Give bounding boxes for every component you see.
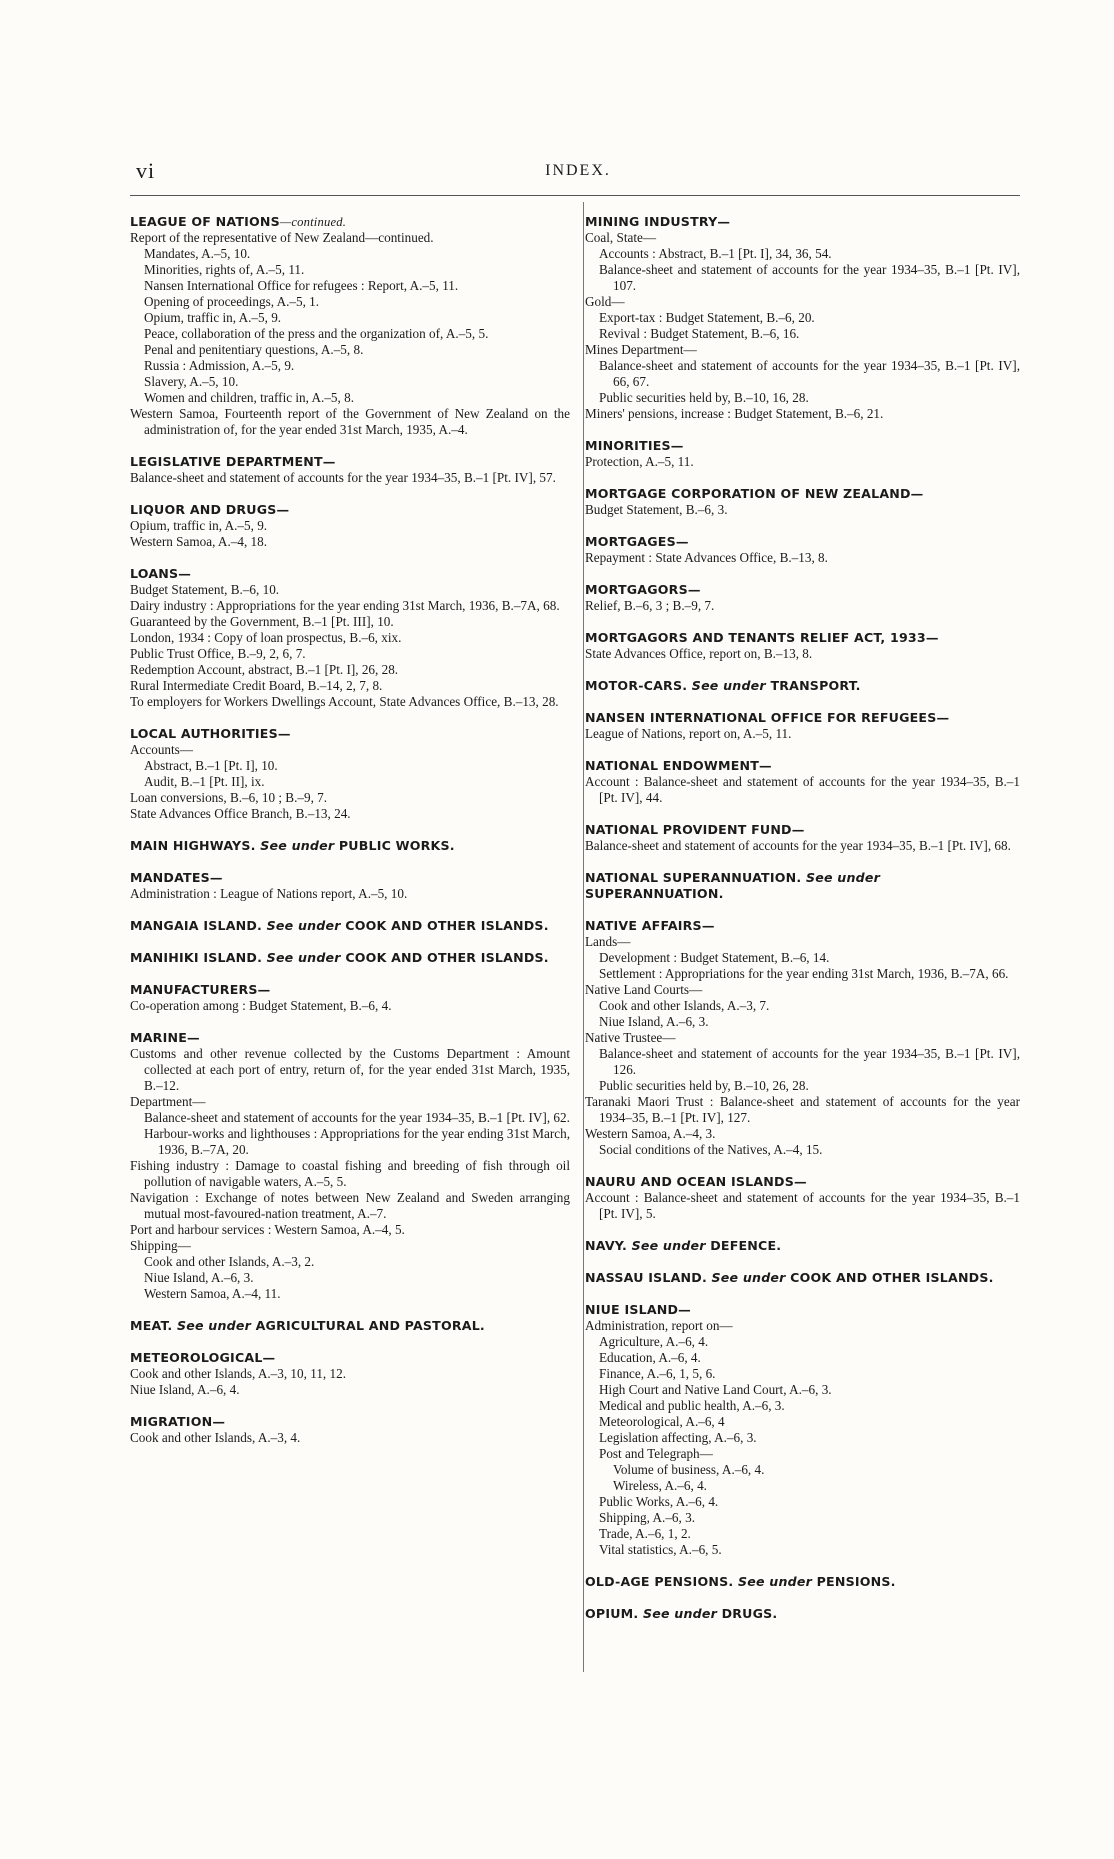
entry-line: Settlement : Appropriations for the year ending 31st March, 1936, B.–7A, 66.	[599, 966, 1009, 981]
entry-heading	[585, 822, 1020, 838]
entry-heading	[585, 1238, 1020, 1254]
cross-reference-target: DRUGS.	[721, 1606, 778, 1621]
entry-line: Redemption Account, abstract, B.–1 [Pt. I], 26, 28.	[130, 662, 399, 677]
see-under-label: See under	[176, 1318, 252, 1333]
entry-line: Budget Statement, B.–6, 3.	[585, 502, 728, 517]
entry-heading	[585, 630, 1020, 646]
index-column-right	[585, 214, 1020, 1638]
index-entry	[585, 1174, 1020, 1222]
entry-heading-text: METEOROLOGICAL—	[130, 1350, 276, 1365]
see-under-label: See under	[266, 950, 341, 965]
entry-heading-text: OPIUM.	[585, 1606, 639, 1621]
entry-heading	[585, 1174, 1020, 1190]
entry-line: Customs and other revenue collected by the Customs Department : Amount collected at each port of entry, return of, for the year ended 31st March, 1935, B.–12.	[130, 1046, 570, 1093]
entry-line: Cook and other Islands, A.–3, 2.	[144, 1254, 315, 1269]
entry-line: Audit, B.–1 [Pt. II], ix.	[144, 774, 265, 789]
index-entry	[130, 214, 570, 438]
entry-line: High Court and Native Land Court, A.–6, 3.	[599, 1382, 832, 1397]
entry-heading	[585, 758, 1020, 774]
entry-line: Opium, traffic in, A.–5, 9.	[144, 310, 282, 325]
index-entry	[130, 566, 570, 710]
entry-heading-text: MORTGAGES—	[585, 534, 689, 549]
header-rule	[130, 195, 1020, 196]
entry-heading-text: NATIONAL PROVIDENT FUND—	[585, 822, 805, 837]
entry-line: Miners' pensions, increase : Budget Statement, B.–6, 21.	[585, 406, 884, 421]
entry-heading	[585, 1270, 1020, 1286]
see-under-label: See under	[260, 838, 335, 853]
see-under-label: See under	[805, 870, 880, 885]
entry-heading	[130, 454, 570, 470]
entry-line: Administration, report on—	[585, 1318, 733, 1333]
entry-line: Navigation : Exchange of notes between New Zealand and Sweden arranging mutual most-favoured-nation treatment, A.–7.	[130, 1190, 570, 1221]
index-entry	[585, 438, 1020, 470]
entry-line: Agriculture, A.–6, 4.	[599, 1334, 709, 1349]
index-entry	[130, 950, 570, 966]
entry-line: Export-tax : Budget Statement, B.–6, 20.	[599, 310, 815, 325]
entry-line: Shipping—	[130, 1238, 191, 1253]
running-title: INDEX.	[545, 162, 611, 179]
entry-heading	[585, 534, 1020, 550]
entry-heading-text: MANUFACTURERS—	[130, 982, 271, 997]
entry-heading-text: MAIN HIGHWAYS.	[130, 838, 256, 853]
entry-line: Balance-sheet and statement of accounts for the year 1934–35, B.–1 [Pt. IV], 68.	[585, 838, 1011, 853]
entry-line: Public Works, A.–6, 4.	[599, 1494, 719, 1509]
index-entry	[585, 534, 1020, 566]
entry-heading	[130, 726, 570, 742]
see-under-label: See under	[711, 1270, 786, 1285]
entry-line: Social conditions of the Natives, A.–4, 15.	[599, 1142, 823, 1157]
entry-line: Account : Balance-sheet and statement of accounts for the year 1934–35, B.–1 [Pt. IV], 44.	[585, 774, 1020, 805]
entry-heading	[130, 870, 570, 886]
entry-heading-text: MORTGAGORS—	[585, 582, 701, 597]
entry-heading	[585, 870, 1020, 902]
entry-line: Women and children, traffic in, A.–5, 8.	[144, 390, 355, 405]
entry-heading-text: MINING INDUSTRY—	[585, 214, 731, 229]
entry-heading-text: NAURU AND OCEAN ISLANDS—	[585, 1174, 807, 1189]
entry-line: Balance-sheet and statement of accounts for the year 1934–35, B.–1 [Pt. IV], 107.	[599, 262, 1020, 293]
entry-line: Vital statistics, A.–6, 5.	[599, 1542, 722, 1557]
entry-line: Balance-sheet and statement of accounts for the year 1934–35, B.–1 [Pt. IV], 126.	[599, 1046, 1020, 1077]
entry-heading-text: NIUE ISLAND—	[585, 1302, 691, 1317]
entry-line: Revival : Budget Statement, B.–6, 16.	[599, 326, 800, 341]
entry-line: Western Samoa, A.–4, 18.	[130, 534, 268, 549]
entry-line: Russia : Admission, A.–5, 9.	[144, 358, 295, 373]
entry-line: Rural Intermediate Credit Board, B.–14, 2, 7, 8.	[130, 678, 383, 693]
entry-heading-text: MANIHIKI ISLAND.	[130, 950, 263, 965]
entry-line: Peace, collaboration of the press and the organization of, A.–5, 5.	[144, 326, 489, 341]
entry-heading-text: NAVY.	[585, 1238, 627, 1253]
index-entry	[130, 502, 570, 550]
entry-heading	[585, 1606, 1020, 1622]
entry-heading-text: MOTOR-CARS.	[585, 678, 688, 693]
entry-heading-text: NATIONAL SUPERANNUATION.	[585, 870, 802, 885]
entry-line: State Advances Office, report on, B.–13, 8.	[585, 646, 813, 661]
entry-line: Trade, A.–6, 1, 2.	[599, 1526, 691, 1541]
entry-heading	[585, 918, 1020, 934]
entry-line: Western Samoa, A.–4, 3.	[585, 1126, 716, 1141]
entry-heading	[585, 710, 1020, 726]
index-entry	[585, 1574, 1020, 1590]
entry-line: Accounts—	[130, 742, 193, 757]
index-entry	[585, 918, 1020, 1158]
entry-heading	[130, 566, 570, 582]
entry-line: Relief, B.–6, 3 ; B.–9, 7.	[585, 598, 715, 613]
entry-heading-text: MORTGAGORS AND TENANTS RELIEF ACT, 1933—	[585, 630, 939, 645]
entry-line: Mandates, A.–5, 10.	[144, 246, 251, 261]
entry-line: Department—	[130, 1094, 206, 1109]
entry-line: Native Land Courts—	[585, 982, 703, 997]
entry-heading	[130, 982, 570, 998]
entry-line: Cook and other Islands, A.–3, 7.	[599, 998, 770, 1013]
entry-heading	[130, 1318, 570, 1334]
index-entry	[585, 870, 1020, 902]
entry-line: Western Samoa, Fourteenth report of the Government of New Zealand on the administration of, for the year ended 31st March, 1935, A.–4.	[130, 406, 570, 437]
entry-line: Public Trust Office, B.–9, 2, 6, 7.	[130, 646, 306, 661]
entry-heading-text: MIGRATION—	[130, 1414, 226, 1429]
entry-line: Gold—	[585, 294, 625, 309]
entry-line: Volume of business, A.–6, 4.	[613, 1462, 765, 1477]
entry-line: Western Samoa, A.–4, 11.	[144, 1286, 281, 1301]
cross-reference-target: SUPERANNUATION.	[585, 886, 724, 901]
entry-line: Cook and other Islands, A.–3, 4.	[130, 1430, 301, 1445]
entry-heading-text: LEAGUE OF NATIONS	[130, 214, 280, 229]
entry-heading-text: LIQUOR AND DRUGS—	[130, 502, 290, 517]
index-entry	[130, 454, 570, 486]
entry-line: Port and harbour services : Western Samoa, A.–4, 5.	[130, 1222, 405, 1237]
index-entry	[130, 982, 570, 1014]
entry-heading-text: MEAT.	[130, 1318, 173, 1333]
entry-heading-text: NANSEN INTERNATIONAL OFFICE FOR REFUGEES—	[585, 710, 950, 725]
index-entry	[130, 726, 570, 822]
index-entry	[130, 1414, 570, 1446]
index-entry	[130, 1030, 570, 1302]
entry-line: Medical and public health, A.–6, 3.	[599, 1398, 785, 1413]
entry-line: Shipping, A.–6, 3.	[599, 1510, 695, 1525]
index-entry	[130, 1318, 570, 1334]
entry-line: Niue Island, A.–6, 3.	[144, 1270, 254, 1285]
entry-line: Dairy industry : Appropriations for the year ending 31st March, 1936, B.–7A, 68.	[130, 598, 560, 613]
entry-heading	[130, 950, 570, 966]
entry-line: Administration : League of Nations report, A.–5, 10.	[130, 886, 408, 901]
entry-heading	[585, 1302, 1020, 1318]
entry-heading-text: MORTGAGE CORPORATION OF NEW ZEALAND—	[585, 486, 924, 501]
entry-line: Account : Balance-sheet and statement of accounts for the year 1934–35, B.–1 [Pt. IV], 5.	[585, 1190, 1020, 1221]
index-entry	[585, 710, 1020, 742]
entry-line: Slavery, A.–5, 10.	[144, 374, 239, 389]
entry-line: Penal and penitentiary questions, A.–5, 8.	[144, 342, 364, 357]
entry-heading	[585, 582, 1020, 598]
index-entry	[585, 582, 1020, 614]
cross-reference-target: COOK AND OTHER ISLANDS.	[345, 950, 549, 965]
entry-line: Report of the representative of New Zealand—continued.	[130, 230, 434, 245]
entry-line: Niue Island, A.–6, 3.	[599, 1014, 709, 1029]
entry-line: Niue Island, A.–6, 4.	[130, 1382, 240, 1397]
entry-heading	[130, 502, 570, 518]
entry-line: Nansen International Office for refugees : Report, A.–5, 11.	[144, 278, 459, 293]
entry-line: Budget Statement, B.–6, 10.	[130, 582, 280, 597]
index-entry	[585, 486, 1020, 518]
entry-line: State Advances Office Branch, B.–13, 24.	[130, 806, 351, 821]
entry-line: League of Nations, report on, A.–5, 11.	[585, 726, 792, 741]
entry-heading-text: MARINE—	[130, 1030, 200, 1045]
index-entry	[130, 870, 570, 902]
index-entry	[585, 1238, 1020, 1254]
entry-line: Public securities held by, B.–10, 26, 28.	[599, 1078, 809, 1093]
index-entry	[130, 918, 570, 934]
cross-reference-target: COOK AND OTHER ISLANDS.	[345, 918, 549, 933]
entry-heading	[130, 918, 570, 934]
page-number: vi	[136, 158, 156, 183]
entry-heading	[585, 438, 1020, 454]
entry-line: Loan conversions, B.–6, 10 ; B.–9, 7.	[130, 790, 328, 805]
entry-heading-text: NASSAU ISLAND.	[585, 1270, 707, 1285]
see-under-label: See under	[631, 1238, 706, 1253]
entry-line: Finance, A.–6, 1, 5, 6.	[599, 1366, 716, 1381]
entry-line: Minorities, rights of, A.–5, 11.	[144, 262, 305, 277]
entry-line: Fishing industry : Damage to coastal fishing and breeding of fish through oil pollution of navigable waters, A.–5, 5.	[130, 1158, 570, 1189]
index-entry	[585, 1302, 1020, 1558]
entry-heading	[130, 1414, 570, 1430]
index-entry	[585, 1270, 1020, 1286]
entry-line: Guaranteed by the Government, B.–1 [Pt. III], 10.	[130, 614, 394, 629]
entry-line: Co-operation among : Budget Statement, B.–6, 4.	[130, 998, 392, 1013]
entry-line: Wireless, A.–6, 4.	[613, 1478, 707, 1493]
index-entry	[585, 1606, 1020, 1622]
entry-line: London, 1934 : Copy of loan prospectus, B.–6, xix.	[130, 630, 402, 645]
entry-heading-text: NATIONAL ENDOWMENT—	[585, 758, 772, 773]
entry-line: Protection, A.–5, 11.	[585, 454, 694, 469]
see-under-label: See under	[691, 678, 766, 693]
entry-heading-text: LOCAL AUTHORITIES—	[130, 726, 291, 741]
entry-heading-text: OLD-AGE PENSIONS.	[585, 1574, 734, 1589]
entry-heading-text: NATIVE AFFAIRS—	[585, 918, 715, 933]
entry-line: Opium, traffic in, A.–5, 9.	[130, 518, 268, 533]
entry-line: Development : Budget Statement, B.–6, 14.	[599, 950, 830, 965]
entry-line: Opening of proceedings, A.–5, 1.	[144, 294, 320, 309]
entry-line: Repayment : State Advances Office, B.–13, 8.	[585, 550, 828, 565]
entry-line: Mines Department—	[585, 342, 697, 357]
entry-heading	[585, 214, 1020, 230]
see-under-label: See under	[642, 1606, 718, 1621]
entry-line: To employers for Workers Dwellings Account, State Advances Office, B.–13, 28.	[130, 694, 559, 709]
see-under-label: See under	[266, 918, 341, 933]
entry-line: Harbour-works and lighthouses : Appropriations for the year ending 31st March, 1936, B.–7A, 20.	[144, 1126, 570, 1157]
cross-reference-target: DEFENCE.	[710, 1238, 782, 1253]
continued-mark: —continued.	[279, 215, 347, 229]
entry-heading	[130, 1030, 570, 1046]
index-entry	[585, 214, 1020, 422]
entry-line: Accounts : Abstract, B.–1 [Pt. I], 34, 36, 54.	[599, 246, 832, 261]
entry-heading-text: MANGAIA ISLAND.	[130, 918, 263, 933]
entry-heading	[130, 838, 570, 854]
entry-heading	[130, 214, 570, 230]
entry-line: Native Trustee—	[585, 1030, 676, 1045]
entry-heading-text: LOANS—	[130, 566, 192, 581]
cross-reference-target: AGRICULTURAL AND PASTORAL.	[255, 1318, 485, 1333]
entry-line: Abstract, B.–1 [Pt. I], 10.	[144, 758, 278, 773]
index-entry	[130, 838, 570, 854]
entry-heading	[585, 486, 1020, 502]
column-divider	[583, 202, 584, 1672]
entry-line: Taranaki Maori Trust : Balance-sheet and statement of accounts for the year 1934–35, B.–1 [Pt. IV], 127.	[585, 1094, 1020, 1125]
entry-line: Balance-sheet and statement of accounts for the year 1934–35, B.–1 [Pt. IV], 62.	[144, 1110, 570, 1125]
entry-heading-text: MANDATES—	[130, 870, 223, 885]
entry-line: Cook and other Islands, A.–3, 10, 11, 12.	[130, 1366, 346, 1381]
entry-heading	[585, 1574, 1020, 1590]
index-entry	[130, 1350, 570, 1398]
entry-line: Balance-sheet and statement of accounts for the year 1934–35, B.–1 [Pt. IV], 66, 67.	[599, 358, 1020, 389]
entry-line: Coal, State—	[585, 230, 657, 245]
index-entry	[585, 630, 1020, 662]
entry-line: Meteorological, A.–6, 4	[599, 1414, 725, 1429]
index-entry	[585, 822, 1020, 854]
cross-reference-target: TRANSPORT.	[770, 678, 861, 693]
index-entry	[585, 758, 1020, 806]
entry-line: Post and Telegraph—	[599, 1446, 713, 1461]
entry-line: Balance-sheet and statement of accounts for the year 1934–35, B.–1 [Pt. IV], 57.	[130, 470, 556, 485]
entry-line: Public securities held by, B.–10, 16, 28.	[599, 390, 809, 405]
entry-heading-text: MINORITIES—	[585, 438, 684, 453]
index-column-left	[130, 214, 570, 1462]
entry-line: Education, A.–6, 4.	[599, 1350, 701, 1365]
index-entry	[585, 678, 1020, 694]
see-under-label: See under	[737, 1574, 812, 1589]
entry-heading	[130, 1350, 570, 1366]
entry-line: Lands—	[585, 934, 631, 949]
cross-reference-target: COOK AND OTHER ISLANDS.	[790, 1270, 994, 1285]
page-header	[136, 158, 1020, 188]
entry-heading-text: LEGISLATIVE DEPARTMENT—	[130, 454, 336, 469]
cross-reference-target: PENSIONS.	[816, 1574, 896, 1589]
entry-heading	[585, 678, 1020, 694]
cross-reference-target: PUBLIC WORKS.	[338, 838, 455, 853]
entry-line: Legislation affecting, A.–6, 3.	[599, 1430, 757, 1445]
